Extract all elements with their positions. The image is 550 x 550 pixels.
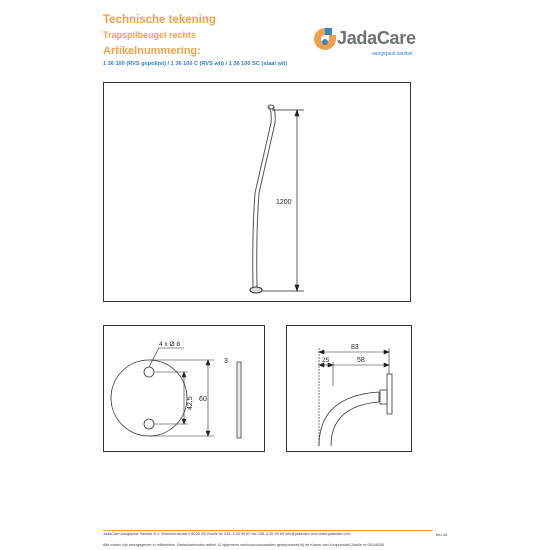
bar-drawing <box>104 83 410 301</box>
bend-drawing-frame <box>286 325 412 452</box>
jadacare-logo <box>312 24 432 64</box>
footer-company-info: JadaCare Aangepast Sanitair B.V. Bohemenstraat 5 8028 SB Zwolle tel 038–4 55 55 60 fax 038–4 55 55 69 info@jadacare.com www.jadacare.com <box>103 532 351 536</box>
plate-diameter-label: 60 <box>199 396 207 403</box>
document-title: Technische tekening <box>103 14 216 26</box>
footer-legal-note: Alle maten zijn weergegeven in millimeters. Nadrukverboden artikel 12 algemene verkoopvoorwaarden gedeponeerd bij de Kamer van Koophandel Zwolle nr.05046254 <box>103 543 385 547</box>
product-name: Trapspilbeugel rechts <box>103 30 197 40</box>
footer-date: feb-18 <box>436 532 448 537</box>
plate-drawing <box>104 326 264 451</box>
bar-drawing-frame <box>103 82 411 302</box>
logo-tagline: aangepast sanitair <box>372 51 413 57</box>
article-codes: 1 36 100 (RVS gepolijst) / 1 36 100 C (RVS wit) / 1 36 100 SC (staal wit) <box>103 61 288 67</box>
plate-holes-label: 4 x Ø 8 <box>159 341 180 348</box>
bend-drawing <box>287 326 411 451</box>
bend-straight-label: 58 <box>357 357 365 364</box>
bend-offset-label: 25 <box>322 357 330 364</box>
plate-thickness-label: 3 <box>224 358 228 365</box>
bar-height-label: 1200 <box>276 199 292 206</box>
bend-total-label: 83 <box>351 344 359 351</box>
hole-spacing-label: 42,5 <box>187 396 194 410</box>
article-heading: Artikelnummering: <box>103 45 201 57</box>
footer-divider <box>103 530 433 531</box>
plate-drawing-frame <box>103 325 265 452</box>
logo-mark-icon <box>312 26 338 54</box>
logo-name: JadaCare <box>337 28 416 48</box>
